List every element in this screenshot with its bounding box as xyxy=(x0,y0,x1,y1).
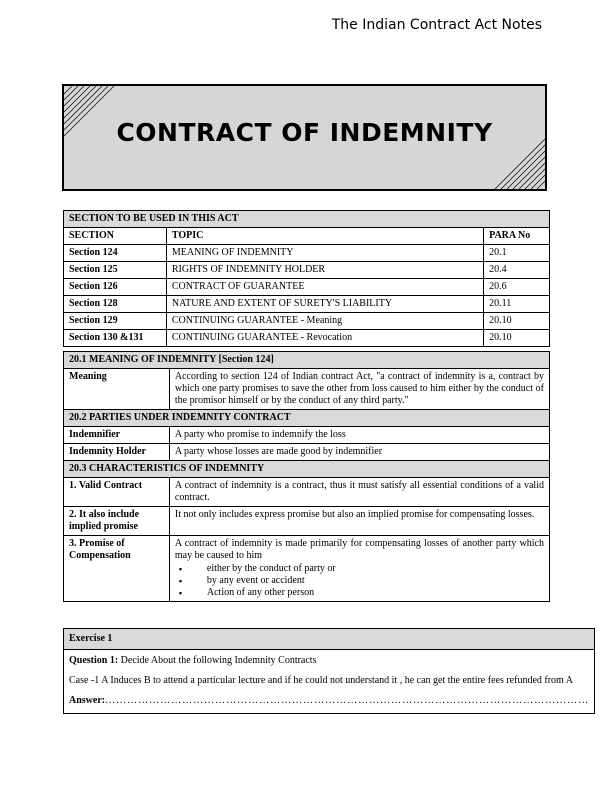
section-cell: Section 124 xyxy=(64,245,167,262)
exercise-body xyxy=(64,650,595,714)
sections-table xyxy=(63,210,550,347)
section-cell: Section 130 &131 xyxy=(64,330,167,347)
indemnifier-text: A party who promise to indemnify the loss xyxy=(169,427,549,444)
case-text: Case -1 A Induces B to attend a particular lecture and if he could not understand it , he can get the entire fees refunded from A xyxy=(69,675,573,686)
exercise-heading: Exercise 1 xyxy=(64,629,595,650)
answer-blank: …………………………………………………………………………………………………………………… xyxy=(105,695,590,706)
topic-cell: RIGHTS OF INDEMNITY HOLDER xyxy=(166,262,483,279)
meaning-label: Meaning xyxy=(64,369,170,410)
topic-cell: CONTRACT OF GUARANTEE xyxy=(166,279,483,296)
section-heading-parties: 20.2 PARTIES UNDER INDEMNITY CONTRACT xyxy=(64,410,550,427)
section-heading-characteristics: 20.3 CHARACTERISTICS OF INDEMNITY xyxy=(64,461,550,478)
answer-label: Answer: xyxy=(69,695,106,706)
para-cell: 20.10 xyxy=(484,330,550,347)
promise-of-compensation-cell xyxy=(169,536,549,602)
section-cell: Section 126 xyxy=(64,279,167,296)
table-row xyxy=(64,330,550,347)
compensation-bullet-list xyxy=(175,563,544,599)
topic-cell: CONTINUING GUARANTEE - Revocation xyxy=(166,330,483,347)
question-text: Decide About the following Indemnity Contracts xyxy=(118,655,317,666)
para-cell: 20.6 xyxy=(484,279,550,296)
table-row xyxy=(64,279,550,296)
answer-line xyxy=(69,695,589,707)
section-cell: Section 129 xyxy=(64,313,167,330)
section-cell: Section 125 xyxy=(64,262,167,279)
valid-contract-label: 1. Valid Contract xyxy=(64,478,170,507)
table-row xyxy=(64,296,550,313)
page-title: CONTRACT OF INDEMNITY xyxy=(116,118,493,147)
topic-cell: NATURE AND EXTENT OF SURETY'S LIABILITY xyxy=(166,296,483,313)
title-banner xyxy=(62,84,547,191)
topic-cell: CONTINUING GUARANTEE - Meaning xyxy=(166,313,483,330)
table-row xyxy=(64,262,550,279)
question-line xyxy=(69,655,589,667)
exercise-box xyxy=(63,628,595,714)
indemnifier-label: Indemnifier xyxy=(64,427,170,444)
indemnity-content-table xyxy=(63,351,550,602)
promise-of-compensation-label: 3. Promise of Compensation xyxy=(64,536,170,602)
sections-table-heading: SECTION TO BE USED IN THIS ACT xyxy=(64,211,550,228)
list-item: ▪ by any event or accident xyxy=(207,575,544,587)
topic-cell: MEANING OF INDEMNITY xyxy=(166,245,483,262)
para-cell: 20.11 xyxy=(484,296,550,313)
indemnity-holder-text: A party whose losses are made good by indemnifier xyxy=(169,444,549,461)
column-header-topic: TOPIC xyxy=(166,228,483,245)
para-cell: 20.1 xyxy=(484,245,550,262)
implied-promise-text: It not only includes express promise but also an implied promise for compensating losses. xyxy=(169,507,549,536)
para-cell: 20.10 xyxy=(484,313,550,330)
section-heading-meaning: 20.1 MEANING OF INDEMNITY [Section 124] xyxy=(64,352,550,369)
question-label: Question 1: xyxy=(69,655,119,666)
valid-contract-text: A contract of indemnity is a contract, thus it must satisfy all essential conditions of a valid contract. xyxy=(169,478,549,507)
table-row xyxy=(64,313,550,330)
column-header-section: SECTION xyxy=(64,228,167,245)
list-item: ▪ Action of any other person xyxy=(207,587,544,599)
section-cell: Section 128 xyxy=(64,296,167,313)
implied-promise-label: 2. It also include implied promise xyxy=(64,507,170,536)
list-item: ▪ either by the conduct of party or xyxy=(207,563,544,575)
indemnity-holder-label: Indemnity Holder xyxy=(64,444,170,461)
meaning-text: According to section 124 of Indian contract Act, "a contract of indemnity is a, contract by which one party promises to save the other from loss caused to him either by the conduct of the promisor himself or by the conduct of any third party." xyxy=(169,369,549,410)
promise-of-compensation-text: A contract of indemnity is made primarily for compensating losses of another party which may be caused to him xyxy=(174,538,544,561)
para-cell: 20.4 xyxy=(484,262,550,279)
table-row xyxy=(64,245,550,262)
column-header-para: PARA No xyxy=(484,228,550,245)
document-header-title: The Indian Contract Act Notes xyxy=(331,17,542,33)
